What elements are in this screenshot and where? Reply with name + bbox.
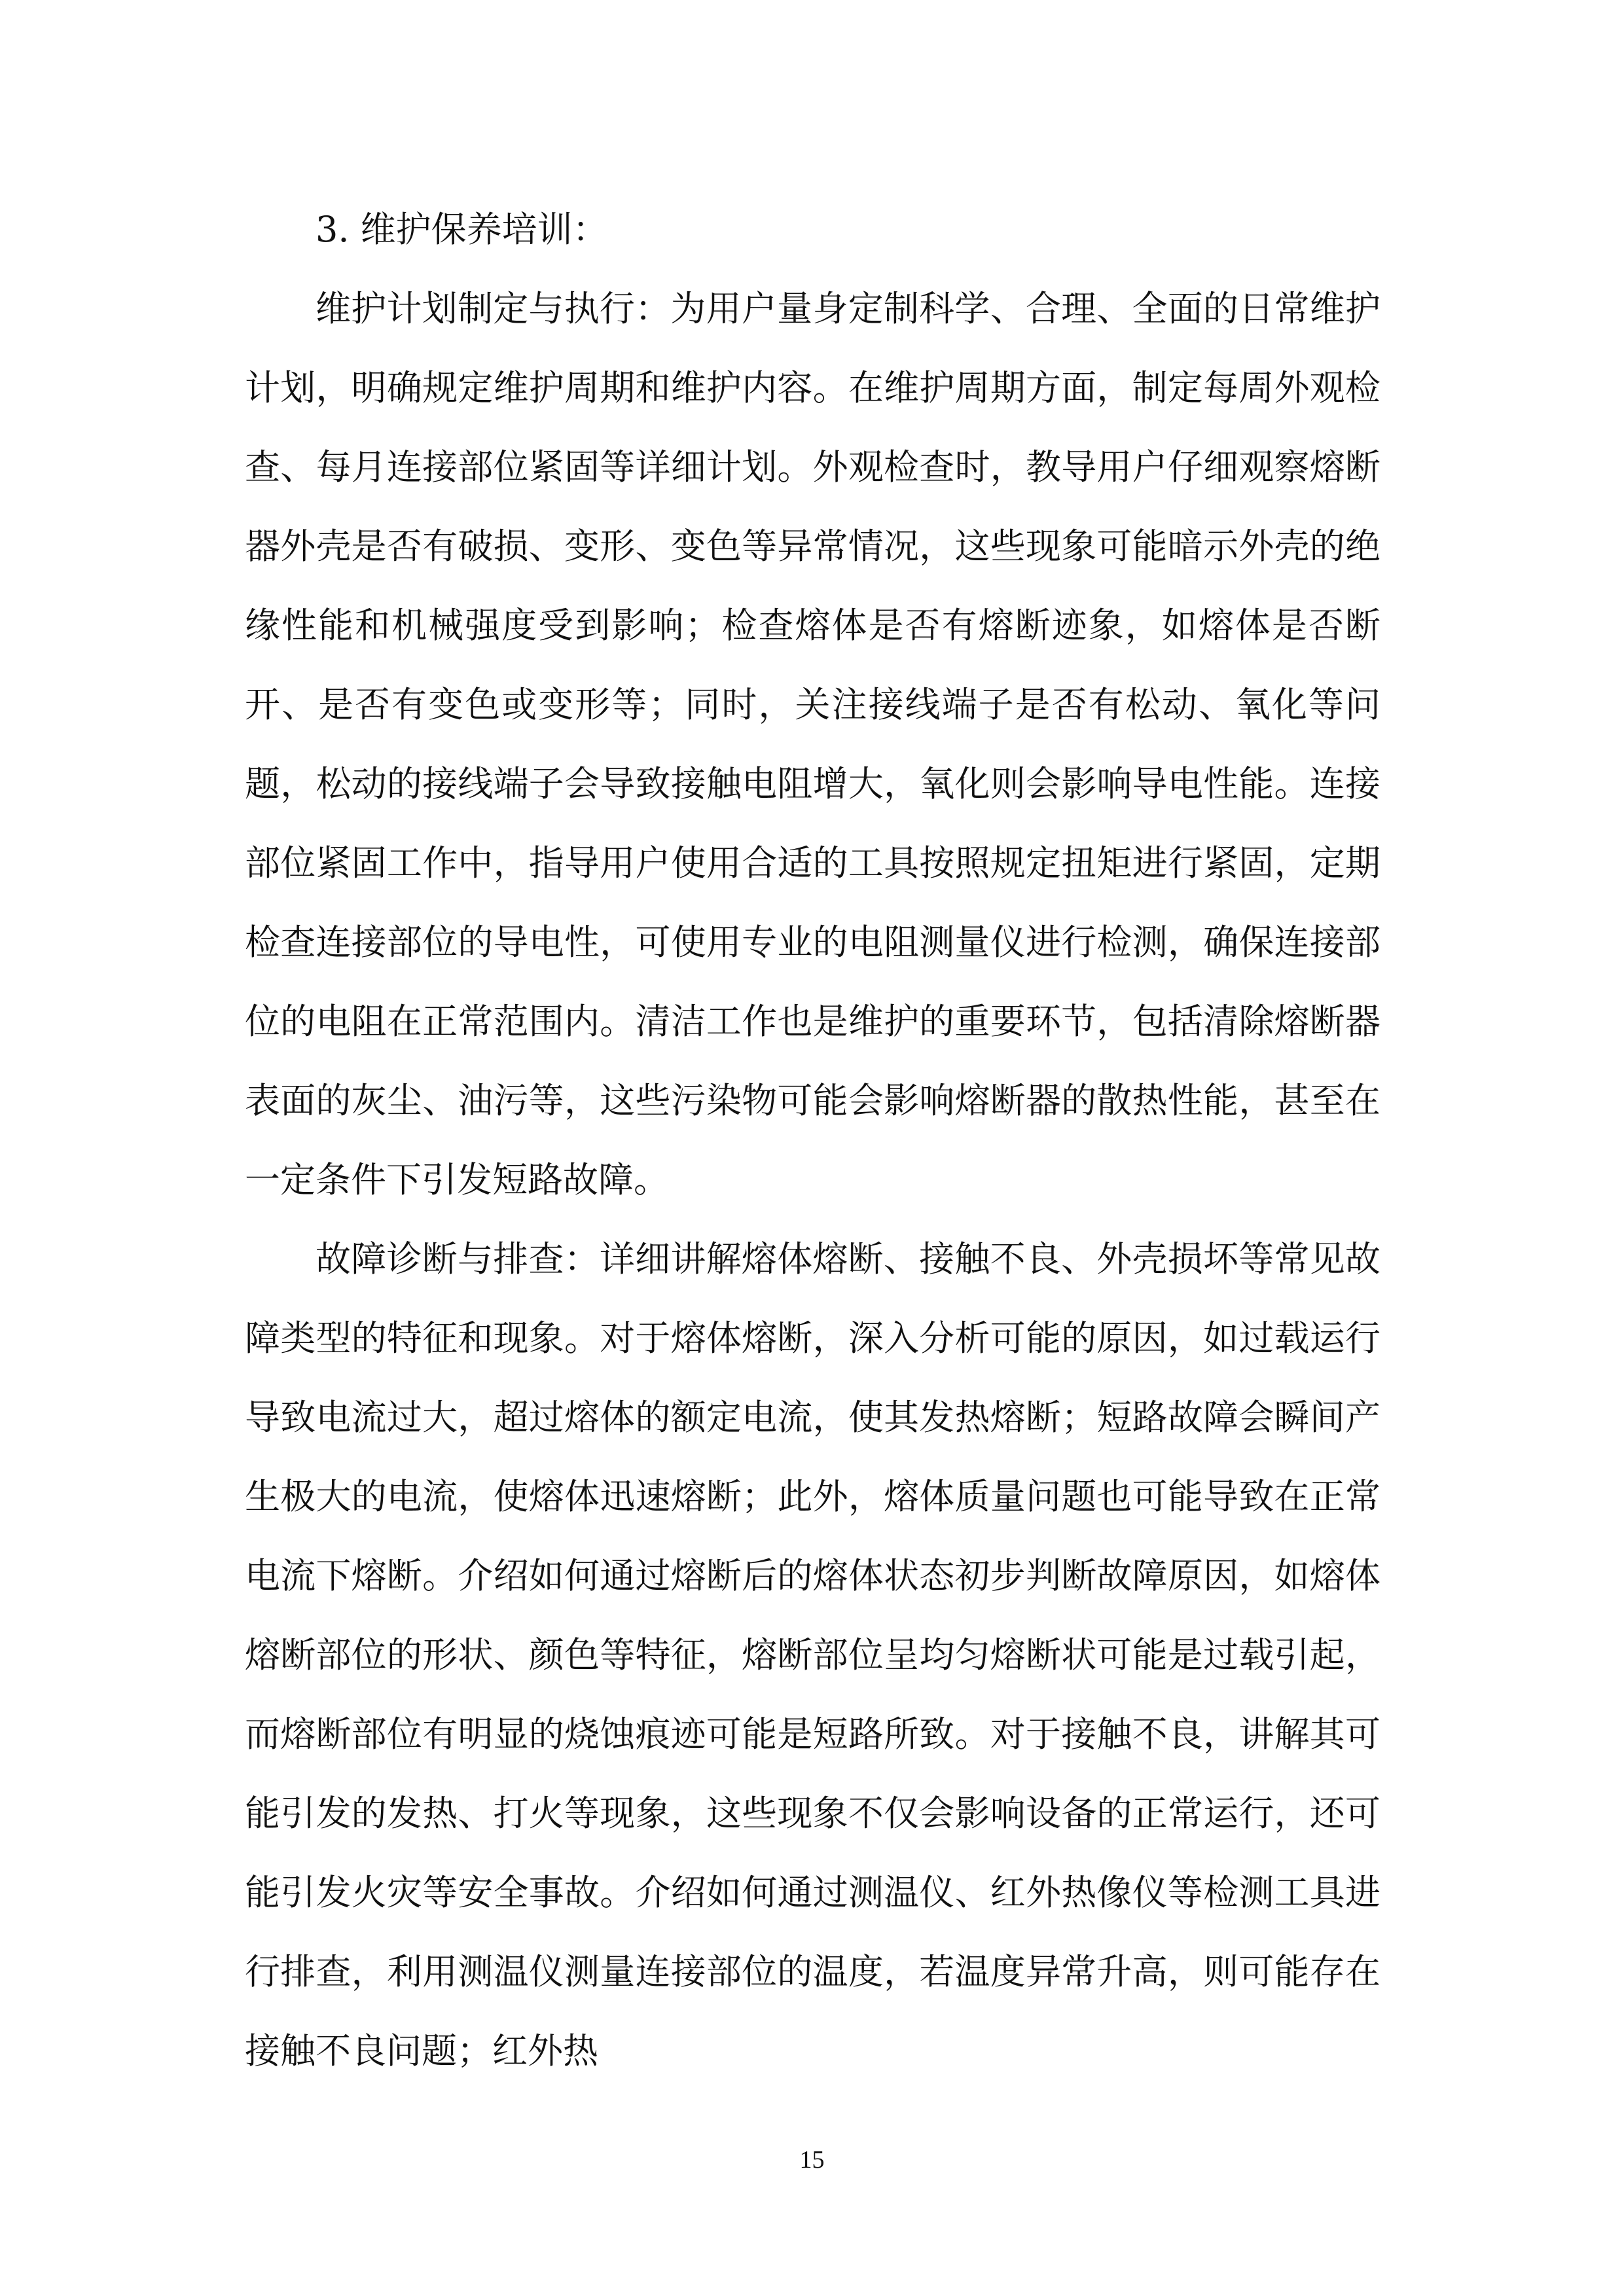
document-body [245,190,1380,2090]
paragraph-fault-diagnosis: 故障诊断与排查：详细讲解熔体熔断、接触不良、外壳损坏等常见故障类型的特征和现象。对于熔体熔断，深入分析可能的原因，如过载运行导致电流过大，超过熔体的额定电流，使其发热熔断；短路故障会瞬间产生极大的电流，使熔体迅速熔断；此外，熔体质量问题也可能导致在正常电流下熔断。介绍如何通过熔断后的熔体状态初步判断故障原因，如熔体熔断部位的形状、颜色等特征，熔断部位呈均匀熔断状可能是过载引起，而熔断部位有明显的烧蚀痕迹可能是短路所致。对于接触不良，讲解其可能引发的发热、打火等现象，这些现象不仅会影响设备的正常运行，还可能引发火灾等安全事故。介绍如何通过测温仪、红外热像仪等检测工具进行排查，利用测温仪测量连接部位的温度，若温度异常升高，则可能存在接触不良问题；红外热 [245,1238,1380,2072]
page-number: 15 [799,2146,825,2174]
paragraph-maintenance-plan: 维护计划制定与执行：为用户量身定制科学、合理、全面的日常维护计划，明确规定维护周期和维护内容。在维护周期方面，制定每周外观检查、每月连接部位紧固等详细计划。外观检查时，教导用户仔细观察熔断器外壳是否有破损、变形、变色等异常情况，这些现象可能暗示外壳的绝缘性能和机械强度受到影响；检查熔体是否有熔断迹象，如熔体是否断开、是否有变色或变形等；同时，关注接线端子是否有松动、氧化等问题，松动的接线端子会导致接触电阻增大，氧化则会影响导电性能。连接部位紧固工作中，指导用户使用合适的工具按照规定扭矩进行紧固，定期检查连接部位的导电性，可使用专业的电阻测量仪进行检测，确保连接部位的电阻在正常范围内。清洁工作也是维护的重要环节，包括清除熔断器表面的灰尘、油污等，这些污染物可能会影响熔断器的散热性能，甚至在一定条件下引发短路故障。 [245,288,1380,1200]
section-heading: 3. 维护保养培训： [316,209,608,250]
